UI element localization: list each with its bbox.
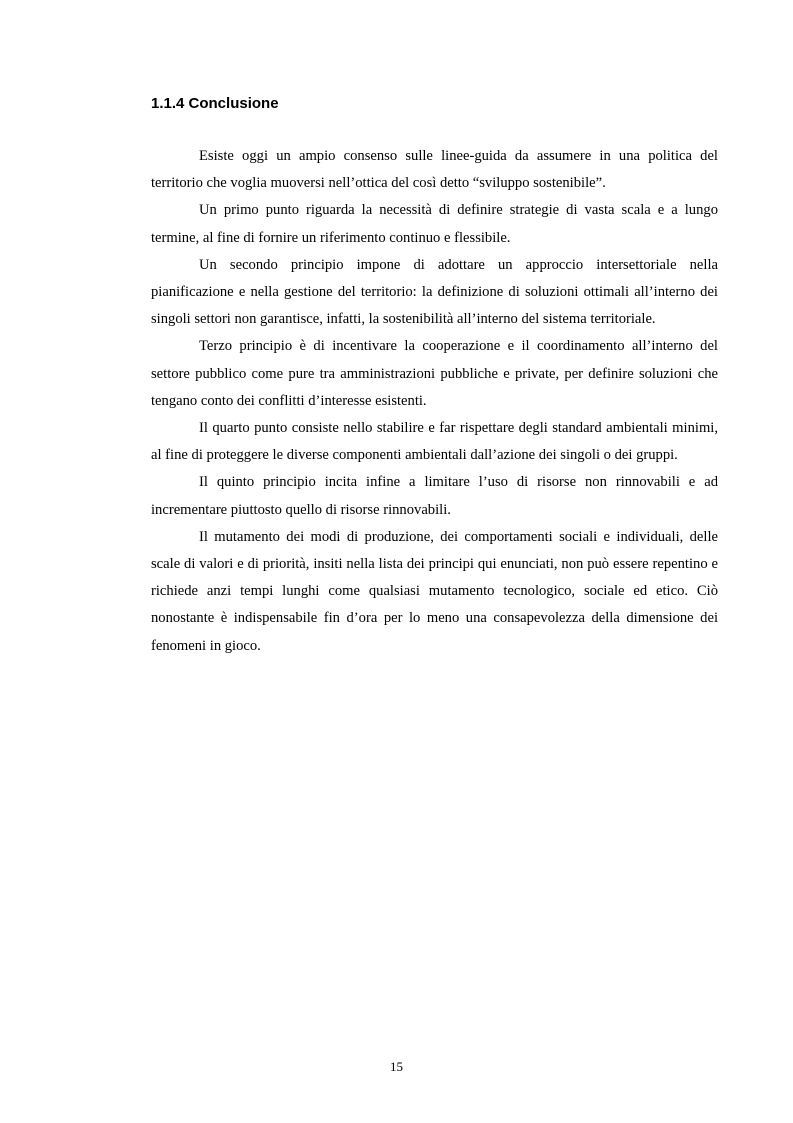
page-number: 15	[390, 1059, 403, 1074]
paragraph-7: Il mutamento dei modi di produzione, dei comportamenti sociali e individuali, delle scale di valori e di priorità, insiti nella lista dei principi qui enunciati, non può essere repentino e richiede anzi tempi lunghi come qualsiasi mutamento tecnologico, sociale ed etico. Ciò nonostante è indispensabile fin d’ora per lo meno una consapevolezza della dimensione dei fenomeni in gioco.	[151, 528, 718, 654]
paragraph-1: Esiste oggi un ampio consenso sulle linee-guida da assumere in una politica del territorio che voglia muoversi nell’ottica del così detto “sviluppo sostenibile”.	[151, 148, 718, 192]
body-text	[151, 143, 718, 660]
paragraph-2: Un primo punto riguarda la necessità di definire strategie di vasta scala e a lungo termine, al fine di fornire un riferimento continuo e flessibile.	[151, 202, 718, 246]
paragraph-5: Il quarto punto consiste nello stabilire e far rispettare degli standard ambientali minimi, al fine di proteggere le diverse componenti ambientali dall’azione dei singoli o dei gruppi.	[151, 420, 718, 464]
paragraph-6: Il quinto principio incita infine a limitare l’uso di risorse non rinnovabili e ad incrementare piuttosto quello di risorse rinnovabili.	[151, 474, 718, 518]
paragraph-4: Terzo principio è di incentivare la cooperazione e il coordinamento all’interno del settore pubblico come pure tra amministrazioni pubbliche e private, per definire soluzioni che tengano conto dei conflitti d’interesse esistenti.	[151, 338, 718, 409]
paragraph-3: Un secondo principio impone di adottare un approccio intersettoriale nella pianificazione e nella gestione del territorio: la definizione di soluzioni ottimali all’interno dei singoli settori non garantisce, infatti, la sostenibilità all’interno del sistema territoriale.	[151, 256, 718, 328]
section-heading: 1.1.4 Conclusione	[151, 95, 279, 112]
